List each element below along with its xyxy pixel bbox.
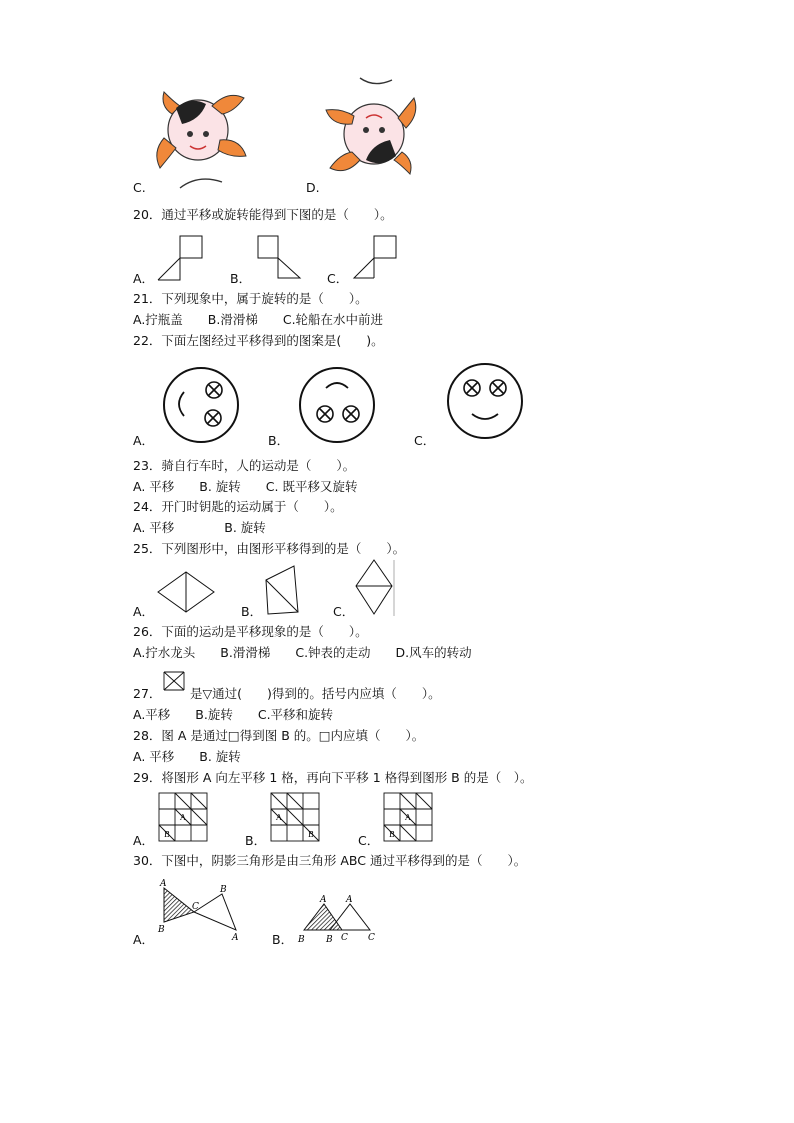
q26-question: 26．下面的运动是平移现象的是（ ）。: [133, 624, 368, 639]
q30-option-b-figure: [296, 894, 386, 944]
q22-option-c-label[interactable]: C．: [414, 433, 436, 448]
q29-c-shape-a-label: A: [405, 813, 411, 822]
q22-option-b-label[interactable]: B．: [268, 433, 290, 448]
q30-b-point-b: B: [298, 935, 305, 945]
q30-b-point-c: C: [341, 933, 348, 943]
q22-option-a-figure: [162, 366, 242, 446]
q27-options[interactable]: A.平移 B.旋转 C.平移和旋转: [133, 707, 334, 722]
q29-option-c-label[interactable]: C．: [358, 833, 380, 848]
q22-option-a-label[interactable]: A．: [133, 433, 155, 448]
q19-option-c-label[interactable]: C.: [133, 180, 146, 195]
q30-question: 30．下图中，阴影三角形是由三角形 ABC 通过平移得到的是（ ）。: [133, 853, 527, 868]
q29-option-b-label[interactable]: B．: [245, 833, 267, 848]
q20-question: 20．通过平移或旋转能得到下图的是（ ）。: [133, 207, 393, 222]
q27-question: 是▽通过( )得到的。括号内应填（ ）。: [190, 686, 441, 701]
q25-option-a-figure: [156, 570, 216, 616]
q29-b-shape-b-label: B: [308, 830, 314, 839]
q19-option-d-label[interactable]: D.: [306, 180, 320, 195]
q20-option-b-label[interactable]: B．: [230, 271, 252, 286]
q25-option-b-figure: [264, 564, 304, 616]
q30-a-point-a: A: [160, 879, 167, 889]
q28-question: 28．图 A 是通过□得到图 B 的。□内应填（ ）。: [133, 728, 425, 743]
q19-option-d-figure: [322, 74, 422, 186]
q30-b-point-a2: A: [346, 895, 353, 905]
q20-option-a-label[interactable]: A．: [133, 271, 155, 286]
q30-option-a-label[interactable]: A．: [133, 932, 155, 947]
q29-a-shape-a-label: A: [180, 813, 186, 822]
q29-option-c-grid: [383, 792, 435, 844]
q24-question: 24．开门时钥匙的运动属于（ ）。: [133, 499, 343, 514]
q22-option-b-figure: [298, 366, 378, 446]
q25-option-c-figure: [354, 558, 396, 618]
q20-option-c-figure: [352, 234, 402, 280]
q24-options[interactable]: A. 平移 B. 旋转: [133, 520, 266, 535]
q29-option-a-label[interactable]: A．: [133, 833, 155, 848]
q25-option-b-label[interactable]: B．: [241, 604, 263, 619]
q26-options[interactable]: A.拧水龙头 B.滑滑梯 C.钟表的走动 D.风车的转动: [133, 645, 472, 660]
q20-option-b-figure: [256, 234, 306, 280]
q19-option-c-figure: [150, 78, 250, 190]
q27-number: 27．: [133, 686, 162, 701]
q29-b-shape-a-label: A: [276, 813, 282, 822]
q21-options[interactable]: A.拧瓶盖 B.滑滑梯 C.轮船在水中前进: [133, 312, 384, 327]
q29-question: 29．将图形 A 向左平移 1 格，再向下平移 1 格得到图形 B 的是（ ）。: [133, 770, 533, 785]
q20-option-a-figure: [158, 234, 208, 280]
pinwheel-icon: [162, 670, 186, 692]
q30-option-b-label[interactable]: B．: [272, 932, 294, 947]
q20-option-c-label[interactable]: C．: [327, 271, 349, 286]
q30-a-point-c: C: [192, 902, 199, 912]
q23-question: 23．骑自行车时，人的运动是（ ）。: [133, 458, 356, 473]
q30-b-point-b2: B: [326, 935, 333, 945]
q23-options[interactable]: A. 平移 B. 旋转 C. 既平移又旋转: [133, 479, 358, 494]
q22-question: 22．下面左图经过平移得到的图案是( )。: [133, 333, 384, 348]
q30-option-a-figure: [150, 878, 250, 942]
q21-question: 21．下列现象中，属于旋转的是（ ）。: [133, 291, 368, 306]
q30-a-point-b: B: [158, 925, 165, 935]
q25-option-a-label[interactable]: A．: [133, 604, 155, 619]
q29-option-b-grid: [270, 792, 322, 844]
q22-option-c-figure: [446, 362, 526, 442]
q30-b-point-c2: C: [368, 933, 375, 943]
q30-a-point-b2: B: [220, 885, 227, 895]
q25-option-c-label[interactable]: C．: [333, 604, 355, 619]
q25-question: 25．下列图形中，由图形平移得到的是（ ）。: [133, 541, 406, 556]
q28-options[interactable]: A. 平移 B. 旋转: [133, 749, 241, 764]
q30-a-point-a2: A: [232, 933, 239, 943]
q29-a-shape-b-label: B: [164, 830, 170, 839]
q30-b-point-a: A: [320, 895, 327, 905]
q29-option-a-grid: [158, 792, 210, 844]
q29-c-shape-b-label: B: [389, 830, 395, 839]
